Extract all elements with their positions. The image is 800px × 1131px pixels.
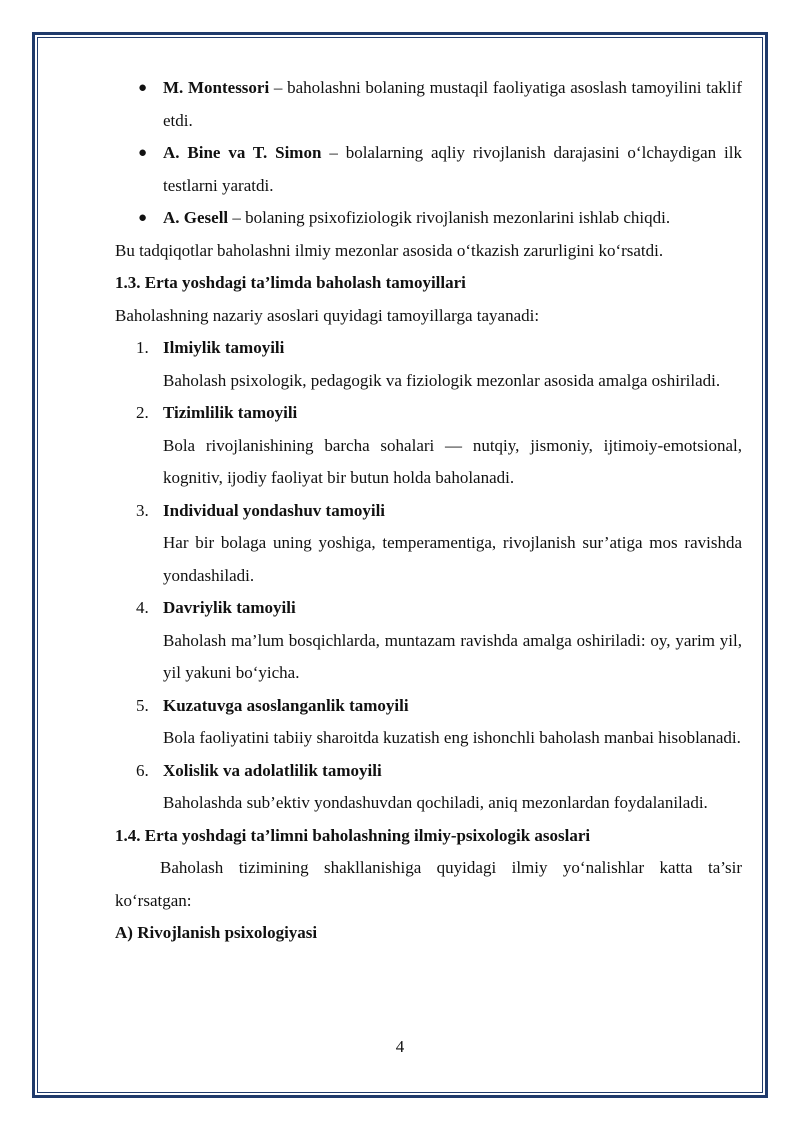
principle-description: Baholashda sub’ektiv yondashuvdan qochiladi, aniq mezonlardan foydalaniladi. xyxy=(163,793,708,812)
principle-item-1 xyxy=(115,332,742,365)
principle-number: 2. xyxy=(136,403,149,422)
page-content xyxy=(115,72,742,950)
section-heading-1-4: 1.4. Erta yoshdagi ta’limni baholashning ilmiy-psixologik asoslari xyxy=(115,825,591,845)
bullet-dot-icon: ● xyxy=(138,210,148,226)
principle-item-2 xyxy=(115,397,742,430)
principle-description: Bola faoliyatini tabiiy sharoitda kuzatish eng ishonchli baholash manbai hisoblanadi. xyxy=(163,728,741,747)
subheading-a: A) Rivojlanish psixologiyasi xyxy=(115,923,318,942)
bullet-separator: – xyxy=(228,208,246,227)
principle-description: Baholash ma’lum bosqichlarda, muntazam ravishda amalga oshiriladi: oy, yarim yil, yil yakuni bo‘yicha. xyxy=(163,630,742,682)
principle-number: 4. xyxy=(136,598,149,617)
principle-number: 1. xyxy=(136,338,149,357)
principle-number: 6. xyxy=(136,760,149,780)
bullet-name: A. Gesell xyxy=(163,208,229,227)
section-intro-1-3: Baholashning nazariy asoslari quyidagi tamoyillarga tayanadi: xyxy=(115,305,540,325)
principle-number: 3. xyxy=(136,500,149,520)
bullet-item-bine-simon xyxy=(115,137,742,202)
principle-item-6 xyxy=(115,755,742,788)
bullet-name: A. Bine va T. Simon xyxy=(163,143,322,162)
bullet-item-montessori xyxy=(115,72,742,137)
principle-title: Ilmiylik tamoyili xyxy=(163,338,285,357)
principle-description: Bola rivojlanishining barcha sohalari — nutqiy, jismoniy, ijtimoiy-emotsional, kognitiv, ijodiy faoliyat bir butun holda baholanadi. xyxy=(163,435,742,487)
principle-title: Kuzatuvga asoslanganlik tamoyili xyxy=(163,695,409,715)
principle-item-4 xyxy=(115,592,742,625)
principle-item-3 xyxy=(115,495,742,528)
bullet-separator: – xyxy=(321,143,346,162)
paragraph-conclusion: Bu tadqiqotlar baholashni ilmiy mezonlar asosida o‘tkazish zarurligini ko‘rsatdi. xyxy=(115,240,664,260)
principle-title: Individual yondashuv tamoyili xyxy=(163,500,386,520)
bullet-separator: – xyxy=(269,78,288,97)
principle-title: Xolislik va adolatlilik tamoyili xyxy=(163,760,382,780)
principle-title: Tizimlilik tamoyili xyxy=(163,403,298,422)
principle-title: Davriylik tamoyili xyxy=(163,598,296,617)
bullet-item-gesell xyxy=(115,202,742,235)
section-heading-1-3: 1.3. Erta yoshdagi ta’limda baholash tamoyillari xyxy=(115,273,466,292)
page-number: 4 xyxy=(395,1037,405,1056)
bullet-text: baholashni bolaning mustaqil faoliyatiga asoslash tamoyilini taklif etdi. xyxy=(163,78,743,130)
principle-description: Baholash psixologik, pedagogik va fiziologik mezonlar asosida amalga oshiriladi. xyxy=(163,370,721,390)
principle-number: 5. xyxy=(136,695,149,715)
principle-description: Har bir bolaga uning yoshiga, temperamentiga, rivojlanish sur’atiga mos ravishda yondashiladi. xyxy=(163,533,742,585)
bullet-dot-icon: ● xyxy=(138,145,148,161)
bullet-text: bolalarning aqliy rivojlanish darajasini o‘lchaydigan ilk testlarni yaratdi. xyxy=(163,143,743,195)
section-paragraph-1-4: Baholash tizimining shakllanishiga quyidagi ilmiy yo‘nalishlar katta ta’sir ko‘rsatgan: xyxy=(115,858,742,910)
bullet-dot-icon: ● xyxy=(138,80,148,96)
bullet-name: M. Montessori xyxy=(163,78,270,97)
bullet-text: bolaning psixofiziologik rivojlanish mezonlarini ishlab chiqdi. xyxy=(245,208,671,227)
principle-item-5 xyxy=(115,690,742,723)
